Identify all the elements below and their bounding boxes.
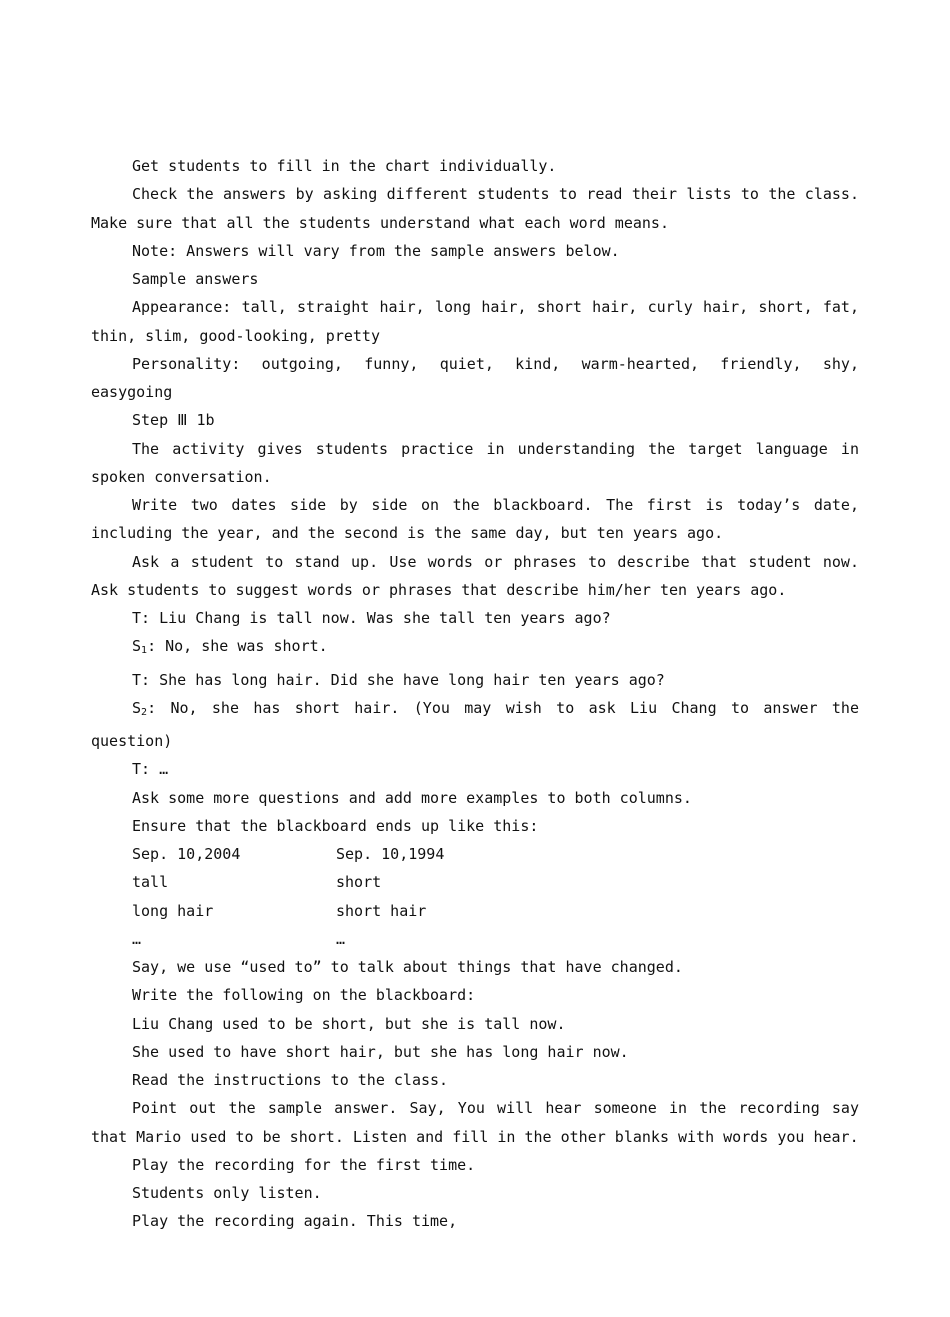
paragraph: Say, we use “used to” to talk about things that have changed. bbox=[132, 958, 683, 976]
example-sentence: She used to have short hair, but she has long hair now. bbox=[132, 1042, 629, 1061]
blackboard-cell: … bbox=[336, 929, 346, 948]
dialogue-line bbox=[91, 632, 859, 665]
document-page bbox=[91, 152, 859, 1236]
paragraph: Note: Answers will vary from the sample answers below. bbox=[132, 241, 620, 260]
blackboard-cell: short hair bbox=[336, 901, 427, 920]
paragraph: Ask a student to stand up. Use words or phrases to describe that student now. Ask students to suggest words or phrases that describe him/her ten years ago. bbox=[91, 552, 859, 599]
example-sentence: Liu Chang used to be short, but she is tall now. bbox=[132, 1014, 566, 1033]
dialogue-line: T: She has long hair. Did she have long hair ten years ago? bbox=[132, 670, 665, 689]
paragraph: Ask some more questions and add more examples to both columns. bbox=[132, 788, 692, 807]
speaker: S bbox=[132, 698, 142, 717]
dialogue-text: : No, she has short hair. (You may wish to ask Liu Chang to answer the question) bbox=[91, 698, 859, 750]
speaker-subscript: 1 bbox=[141, 645, 148, 657]
blackboard-cell: short bbox=[336, 873, 382, 892]
paragraph: The activity gives students practice in understanding the target language in spoken conversation. bbox=[91, 439, 859, 486]
paragraph: Write the following on the blackboard: bbox=[132, 986, 476, 1005]
paragraph: Students only listen. bbox=[132, 1184, 322, 1202]
blackboard-table bbox=[91, 840, 859, 953]
paragraph: Point out the sample answer. Say, You will hear someone in the recording say that Mario used to be short. Listen and fill in the other blanks with words you hear. bbox=[91, 1099, 859, 1146]
dialogue-text: : No, she was short. bbox=[147, 637, 328, 656]
paragraph: Personality: outgoing, funny, quiet, kind, warm-hearted, friendly, shy, easygoing bbox=[91, 354, 859, 401]
blackboard-cell: … bbox=[132, 929, 142, 948]
dialogue-line bbox=[91, 694, 859, 756]
paragraph: Appearance: tall, straight hair, long hair, short hair, curly hair, short, fat, thin, slim, good-looking, pretty bbox=[91, 298, 859, 345]
paragraph: Sample answers bbox=[132, 270, 259, 288]
blackboard-row bbox=[91, 840, 859, 868]
paragraph: Check the answers by asking different students to read their lists to the class. Make sure that all the students understand what each word means. bbox=[91, 185, 859, 232]
blackboard-cell: Sep. 10,2004 bbox=[132, 845, 241, 863]
dialogue-line: T: … bbox=[132, 760, 169, 779]
blackboard-row bbox=[91, 868, 859, 896]
blackboard-row bbox=[91, 925, 859, 953]
blackboard-cell: long hair bbox=[132, 901, 214, 920]
paragraph: Get students to fill in the chart individually. bbox=[132, 157, 557, 175]
paragraph: Read the instructions to the class. bbox=[132, 1071, 449, 1089]
dialogue-line: T: Liu Chang is tall now. Was she tall ten years ago? bbox=[132, 609, 611, 627]
paragraph: Ensure that the blackboard ends up like this: bbox=[132, 816, 539, 835]
paragraph: Play the recording again. This time, bbox=[132, 1212, 458, 1231]
speaker-subscript: 2 bbox=[141, 706, 148, 718]
blackboard-row bbox=[91, 897, 859, 925]
paragraph: Write two dates side by side on the blackboard. The first is today’s date, including the year, and the second is the same day, but ten years ago. bbox=[91, 496, 859, 543]
paragraph: Play the recording for the first time. bbox=[132, 1155, 476, 1174]
blackboard-cell: Sep. 10,1994 bbox=[336, 845, 445, 863]
step-heading: Step Ⅲ 1b bbox=[132, 411, 215, 430]
speaker: S bbox=[132, 637, 142, 656]
blackboard-cell: tall bbox=[132, 873, 169, 892]
